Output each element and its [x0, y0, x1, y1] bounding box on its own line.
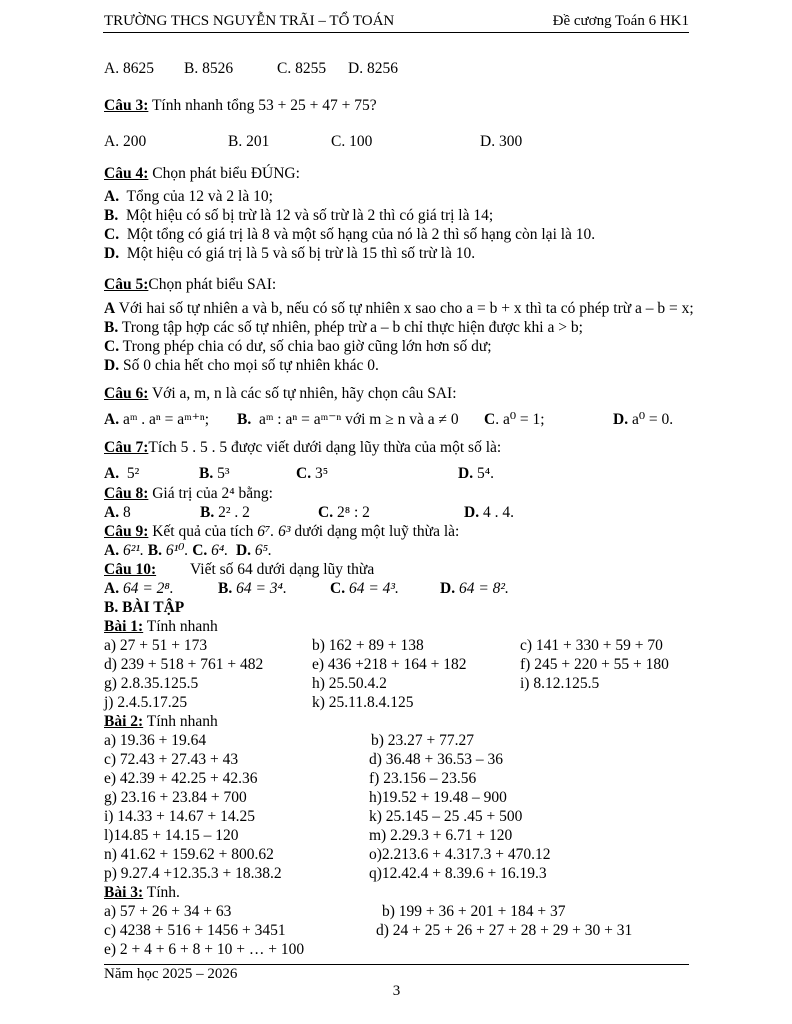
- text-run: D.: [104, 357, 120, 374]
- text-run: D.: [228, 542, 252, 559]
- text-run: B. BÀI TẬP: [104, 599, 185, 616]
- text-run: Viết số 64 dưới dạng lũy thừa: [190, 561, 375, 578]
- option-d: [458, 464, 494, 483]
- cau-7-header: [104, 438, 792, 457]
- bai-2-row-3: [104, 769, 792, 788]
- text-run: C.: [296, 465, 312, 482]
- text-run: B.: [218, 580, 233, 597]
- text-run: 2² . 2: [214, 504, 250, 521]
- cau-9-options: [104, 541, 792, 560]
- option-b: [199, 464, 230, 483]
- text-run: 4 . 4.: [479, 504, 514, 521]
- text-run: e) 436 +218 + 164 + 182: [312, 656, 467, 673]
- text-run: Trong phép chia có dư, số chia bao giờ cũng lớn hơn số dư;: [119, 338, 492, 355]
- bai-1-row-4: [104, 693, 792, 712]
- text-run: Tính nhanh: [143, 713, 218, 730]
- page-footer: [104, 964, 689, 1000]
- option-b: [237, 410, 459, 429]
- text-run: A.: [104, 188, 120, 205]
- text-run: c) 72.43 + 27.43 + 43: [104, 751, 239, 768]
- section-b-title: [104, 598, 792, 617]
- option-a: [104, 464, 139, 483]
- cau-4-option-c: [104, 225, 792, 244]
- option-d: D. 8256: [348, 60, 398, 77]
- text-run: g) 23.16 + 23.84 + 700: [104, 789, 247, 806]
- cau-4-option-d: [104, 244, 792, 263]
- bai-2-row-5: [104, 807, 792, 826]
- text-run: C.: [330, 580, 346, 597]
- cau-3-options: [104, 132, 792, 151]
- option-a: [104, 410, 209, 429]
- cau-4-option-a: [104, 187, 792, 206]
- bai-2-row-4: [104, 788, 792, 807]
- text-run: l)14.85 + 14.15 – 120: [104, 827, 239, 844]
- text-run: Tính.: [143, 884, 180, 901]
- bai-3-row-1: [104, 902, 792, 921]
- text-run: d) 239 + 518 + 761 + 482: [104, 656, 264, 673]
- text-run: Câu 3:: [104, 97, 149, 114]
- text-run: 6⁵.: [251, 542, 272, 559]
- text-run: aᵐ : aⁿ = aᵐ⁻ⁿ với m ≥ n và a ≠ 0: [251, 411, 459, 428]
- option-c: [318, 503, 370, 522]
- text-run: 64 = 8².: [455, 580, 509, 597]
- text-run: Số 0 chia hết cho mọi số tự nhiên khác 0.: [119, 357, 379, 374]
- text-run: o)2.213.6 + 4.317.3 + 470.12: [369, 846, 551, 863]
- text-run: C: [484, 411, 496, 428]
- text-run: f) 245 + 220 + 55 + 180: [520, 656, 669, 673]
- document-body: [0, 59, 792, 959]
- bai-2-row-1: [104, 731, 792, 750]
- text-run: 5⁴.: [473, 465, 494, 482]
- page-header: [0, 0, 792, 32]
- text-run: B.: [104, 319, 119, 336]
- text-run: Câu 6:: [104, 385, 149, 402]
- cau-8-header: [104, 484, 792, 503]
- option-c: [484, 410, 545, 429]
- text-run: Với a, m, n là các số tự nhiên, hãy chọn câu SAI:: [148, 385, 457, 402]
- text-run: dưới dạng một luỹ thừa là:: [290, 523, 460, 540]
- text-run: c) 4238 + 516 + 1456 + 3451: [104, 922, 286, 939]
- text-run: 8: [119, 504, 131, 521]
- option-b: [218, 579, 287, 598]
- text-run: D.: [458, 465, 474, 482]
- text-run: 6¹⁰.: [161, 542, 189, 559]
- bai-2-row-7: [104, 845, 792, 864]
- page-number: 3: [392, 983, 401, 999]
- text-run: Giá trị của 2⁴ bằng:: [148, 485, 273, 502]
- text-run: B.: [199, 465, 214, 482]
- text-run: h)19.52 + 19.48 – 900: [369, 789, 507, 806]
- option-c: C. 100: [331, 133, 373, 150]
- text-run: f) 23.156 – 23.56: [369, 770, 477, 787]
- text-run: A.: [104, 465, 120, 482]
- bai-2-row-8: [104, 864, 792, 883]
- cau-5-option-a: [104, 299, 792, 318]
- text-run: 64 = 3⁴.: [232, 580, 287, 597]
- option-b: B. 201: [228, 133, 270, 150]
- bai-2-row-6: [104, 826, 792, 845]
- text-run: Câu 7:: [104, 439, 149, 456]
- text-run: Với hai số tự nhiên a và b, nếu có số tự nhiên x sao cho a = b + x thì ta có phép trừ a – b = x;: [115, 300, 694, 317]
- cau-4-header: [104, 164, 792, 183]
- text-run: q)12.42.4 + 8.39.6 + 16.19.3: [369, 865, 547, 882]
- option-b: [200, 503, 250, 522]
- text-run: D.: [440, 580, 456, 597]
- text-run: B.: [200, 504, 215, 521]
- text-run: Tính nhanh tổng 53 + 25 + 47 + 75?: [148, 97, 377, 114]
- text-run: D.: [464, 504, 480, 521]
- text-run: a) 27 + 51 + 173: [104, 637, 208, 654]
- bai-1-row-2: [104, 655, 792, 674]
- option-b: B. 8526: [184, 60, 234, 77]
- text-run: Câu 9:: [104, 523, 149, 540]
- bai-3-row-3: [104, 940, 792, 959]
- text-run: 6⁷. 6³: [257, 523, 291, 540]
- option-a: A. 200: [104, 133, 147, 150]
- text-run: d) 24 + 25 + 26 + 27 + 28 + 29 + 30 + 31: [376, 922, 633, 939]
- bai-2-header: [104, 712, 792, 731]
- bai-1-row-3: [104, 674, 792, 693]
- cau-5-option-b: [104, 318, 792, 337]
- option-a: A. 8625: [104, 60, 154, 77]
- text-run: Bài 3:: [104, 884, 144, 901]
- text-run: h) 25.50.4.2: [312, 675, 387, 692]
- cau-7-options: [104, 464, 792, 483]
- text-run: m) 2.29.3 + 6.71 + 120: [369, 827, 513, 844]
- cau-6-options: [104, 410, 792, 429]
- option-a: [104, 579, 174, 598]
- text-run: Chọn phát biểu ĐÚNG:: [148, 165, 300, 182]
- option-d: [613, 410, 673, 429]
- text-run: e) 42.39 + 42.25 + 42.36: [104, 770, 258, 787]
- text-run: b) 162 + 89 + 138: [312, 637, 424, 654]
- header-doc-title: Đề cương Toán 6 HK1: [552, 13, 689, 29]
- text-run: Câu 10:: [104, 561, 157, 578]
- cau-5-header: [104, 275, 792, 294]
- text-run: C.: [104, 226, 120, 243]
- cau-8-options: [104, 503, 792, 522]
- text-run: A.: [104, 542, 120, 559]
- text-run: n) 41.62 + 159.62 + 800.62: [104, 846, 274, 863]
- text-run: Một hiệu có số bị trừ là 12 và số trừ là 2 thì có giá trị là 14;: [118, 207, 494, 224]
- text-run: g) 2.8.35.125.5: [104, 675, 199, 692]
- text-run: a⁰ = 0.: [628, 411, 674, 428]
- text-run: A.: [104, 580, 120, 597]
- cau-10-header: [104, 560, 792, 579]
- text-run: Kết quả của tích: [148, 523, 258, 540]
- text-run: k) 25.145 – 25 .45 + 500: [369, 808, 523, 825]
- text-run: 2⁸ : 2: [333, 504, 370, 521]
- text-run: Câu 5:: [104, 276, 149, 293]
- text-run: j) 2.4.5.17.25: [104, 694, 188, 711]
- cau-4-option-b: [104, 206, 792, 225]
- text-run: d) 36.48 + 36.53 – 36: [369, 751, 504, 768]
- bai-1-header: [104, 617, 792, 636]
- bai-3-header: [104, 883, 792, 902]
- text-run: c) 141 + 330 + 59 + 70: [520, 637, 663, 654]
- cau-6-header: [104, 384, 792, 403]
- text-run: Bài 2:: [104, 713, 144, 730]
- text-run: D.: [104, 245, 120, 262]
- text-run: Tính nhanh: [143, 618, 218, 635]
- option-d: [464, 503, 514, 522]
- text-run: e) 2 + 4 + 6 + 8 + 10 + … + 100: [104, 941, 305, 958]
- cau-3-header: [104, 96, 792, 115]
- text-run: B.: [104, 207, 119, 224]
- footer-school-year: Năm học 2025 – 2026: [104, 966, 238, 982]
- answer-row-q2: [104, 59, 792, 78]
- cau-5-option-d: [104, 356, 792, 375]
- text-run: A: [104, 300, 116, 317]
- text-run: Trong tập hợp các số tự nhiên, phép trừ a – b chỉ thực hiện được khi a > b;: [118, 319, 583, 336]
- text-run: a) 57 + 26 + 34 + 63: [104, 903, 232, 920]
- text-run: A.: [104, 411, 120, 428]
- option-c: C. 8255: [277, 60, 327, 77]
- text-run: aᵐ . aⁿ = aᵐ⁺ⁿ;: [119, 411, 210, 428]
- text-run: Một hiệu có giá trị là 5 và số bị trừ là 15 thì số trừ là 10.: [119, 245, 476, 262]
- text-run: 64 = 2⁸.: [119, 580, 174, 597]
- option-c: [296, 464, 328, 483]
- bai-1-row-1: [104, 636, 792, 655]
- text-run: . a⁰ = 1;: [495, 411, 545, 428]
- text-run: D.: [613, 411, 629, 428]
- text-run: i) 14.33 + 14.67 + 14.25: [104, 808, 255, 825]
- cau-9-header: [104, 522, 792, 541]
- text-run: i) 8.12.125.5: [520, 675, 600, 692]
- header-rule: [103, 32, 689, 33]
- text-run: C.: [188, 542, 208, 559]
- text-run: Một tổng có giá trị là 8 và một số hạng của nó là 2 thì số hạng còn lại là 10.: [119, 226, 596, 243]
- text-run: 6⁴.: [207, 542, 229, 559]
- option-c: [330, 579, 399, 598]
- bai-3-row-2: [104, 921, 792, 940]
- text-run: B.: [237, 411, 252, 428]
- text-run: Tích 5 . 5 . 5 được viết dưới dạng lũy thừa của một số là:: [148, 439, 502, 456]
- cau-5-option-c: [104, 337, 792, 356]
- option-a: [104, 503, 131, 522]
- text-run: k) 25.11.8.4.125: [312, 694, 414, 711]
- text-run: 64 = 4³.: [345, 580, 399, 597]
- text-run: b) 199 + 36 + 201 + 184 + 37: [382, 903, 566, 920]
- text-run: C.: [318, 504, 334, 521]
- text-run: 6²¹.: [119, 542, 144, 559]
- text-run: a) 19.36 + 19.64: [104, 732, 207, 749]
- text-run: Tổng của 12 và 2 là 10;: [119, 188, 273, 205]
- text-run: A.: [104, 504, 120, 521]
- option-d: D. 300: [480, 133, 523, 150]
- text-run: B.: [143, 542, 162, 559]
- text-run: C.: [104, 338, 120, 355]
- text-run: Chọn phát biểu SAI:: [148, 276, 277, 293]
- text-run: p) 9.27.4 +12.35.3 + 18.38.2: [104, 865, 282, 882]
- bai-2-row-2: [104, 750, 792, 769]
- text-run: b) 23.27 + 77.27: [371, 732, 475, 749]
- text-run: 5²: [119, 465, 140, 482]
- text-run: Câu 8:: [104, 485, 149, 502]
- text-run: 3⁵: [311, 465, 329, 482]
- cau-10-options: [104, 579, 792, 598]
- text-run: Bài 1:: [104, 618, 144, 635]
- text-run: Câu 4:: [104, 165, 149, 182]
- header-school-name: TRƯỜNG THCS NGUYỄN TRÃI – TỔ TOÁN: [104, 13, 395, 29]
- option-d: [440, 579, 509, 598]
- text-run: 5³: [213, 465, 230, 482]
